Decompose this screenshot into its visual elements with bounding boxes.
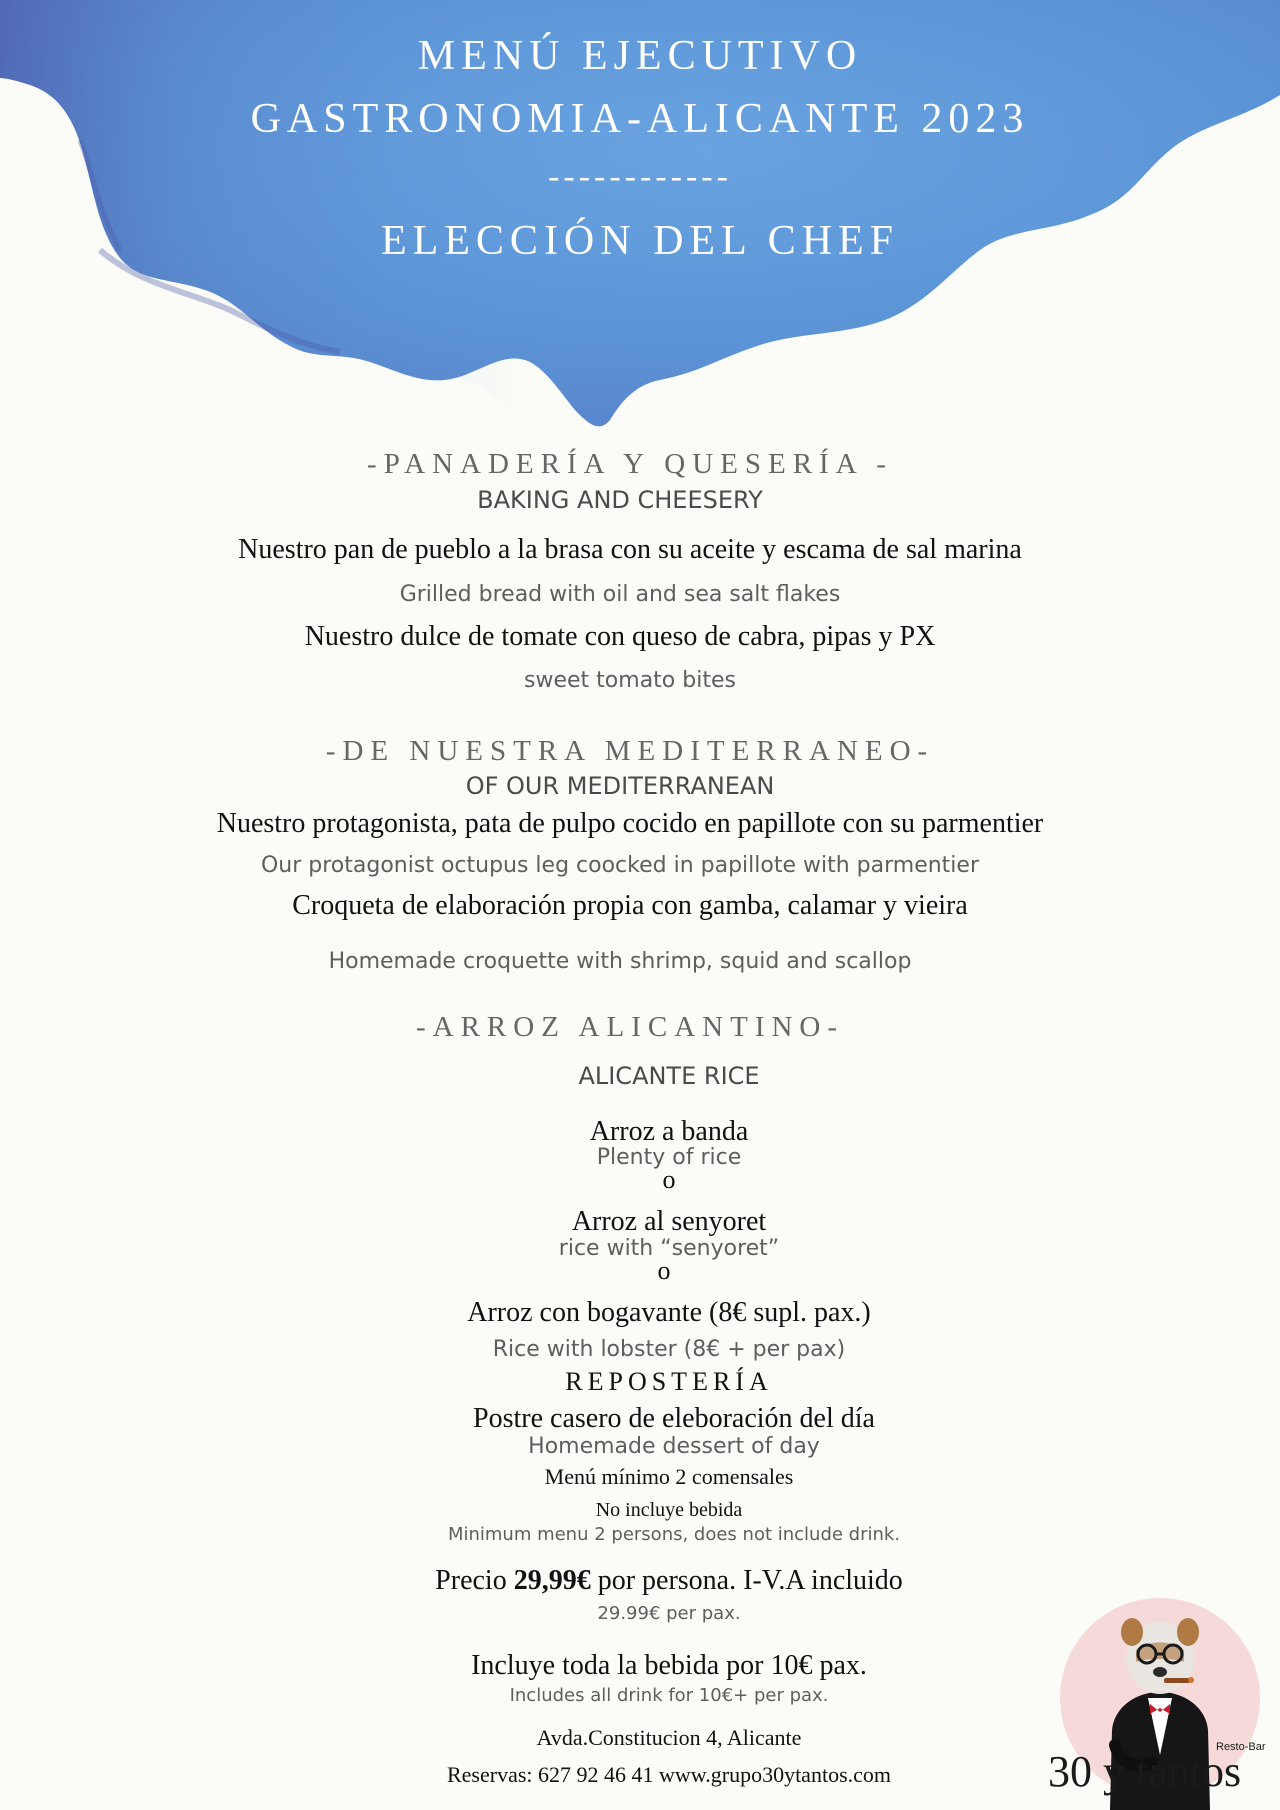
dish-rice-banda: Arroz a banda — [589, 1116, 749, 1147]
dish-rice-lobster: Arroz con bogavante (8€ supl. pax.) — [467, 1297, 871, 1328]
drinks-offer: Incluye toda la bebida por 10€ pax. — [471, 1650, 867, 1681]
section-title-bakery: -PANADERÍA Y QUESERÍA - — [367, 448, 893, 480]
restaurant-logo — [1040, 1580, 1280, 1810]
or-separator-1: o — [662, 1165, 676, 1194]
dish-octopus: Nuestro protagonista, pata de pulpo cocido en papillote con su parmentier — [216, 808, 1044, 839]
header-title-line2: GASTRONOMIA-ALICANTE 2023 — [250, 96, 1030, 142]
dish-bread: Nuestro pan de pueblo a la brasa con su aceite y escama de sal marina — [238, 534, 1022, 565]
price-amount: 29,99€ — [513, 1565, 591, 1596]
drinks-offer-english: Includes all drink for 10€+ per pax. — [509, 1685, 829, 1706]
section-title-dessert: REPOSTERÍA — [565, 1367, 773, 1396]
dish-bread-english: Grilled bread with oil and sea salt flakes — [399, 582, 841, 607]
header-title-line1: MENÚ EJECUTIVO — [417, 33, 863, 79]
dish-rice-senyoret: Arroz al senyoret — [571, 1206, 767, 1237]
dish-rice-senyoret-english: rice with “senyoret” — [558, 1236, 780, 1261]
dish-rice-banda-english: Plenty of rice — [596, 1145, 742, 1170]
section-subtitle-rice: ALICANTE RICE — [578, 1062, 760, 1090]
dish-rice-lobster-english: Rice with lobster (8€ + per pax) — [492, 1337, 846, 1362]
dish-croquette: Croqueta de elaboración propia con gamba, calamar y vieira — [292, 890, 968, 921]
logo-text: 30 y tantos — [1048, 1747, 1242, 1796]
note-minimum: Menú mínimo 2 comensales — [544, 1464, 794, 1489]
logo-small-text: Resto-Bar — [1216, 1741, 1266, 1753]
section-subtitle-mediterranean: OF OUR MEDITERRANEAN — [465, 772, 775, 800]
section-title-rice: -ARROZ ALICANTINO- — [415, 1011, 845, 1043]
section-title-mediterranean: -DE NUESTRA MEDITERRANEO- — [325, 735, 935, 767]
dish-tomato-english: sweet tomato bites — [524, 668, 736, 693]
dish-octopus-english: Our protagonist octupus leg coocked in papillote with parmentier — [260, 853, 980, 878]
section-subtitle-bakery: BAKING AND CHEESERY — [477, 486, 763, 514]
header-dashes: ------------ — [548, 158, 732, 195]
note-no-drink: No incluye bebida — [595, 1499, 743, 1521]
price-prefix: Precio — [435, 1565, 514, 1596]
footer-address: Avda.Constitucion 4, Alicante — [536, 1725, 802, 1750]
dish-croquette-english: Homemade croquette with shrimp, squid and scallop — [328, 949, 912, 974]
dish-tomato: Nuestro dulce de tomate con queso de cabra, pipas y PX — [304, 621, 936, 652]
note-minimum-english: Minimum menu 2 persons, does not include drink. — [447, 1524, 901, 1545]
footer-reservations: Reservas: 627 92 46 41 www.grupo30ytantos.com — [446, 1762, 892, 1787]
dish-dessert-english: Homemade dessert of day — [528, 1434, 820, 1459]
header-title-line3: ELECCIÓN DEL CHEF — [380, 218, 900, 264]
price-english: 29.99€ per pax. — [597, 1603, 741, 1624]
price-suffix: por persona. I-V.A incluido — [590, 1565, 903, 1596]
or-separator-2: o — [657, 1256, 671, 1285]
dish-dessert: Postre casero de eleboración del día — [473, 1403, 875, 1434]
